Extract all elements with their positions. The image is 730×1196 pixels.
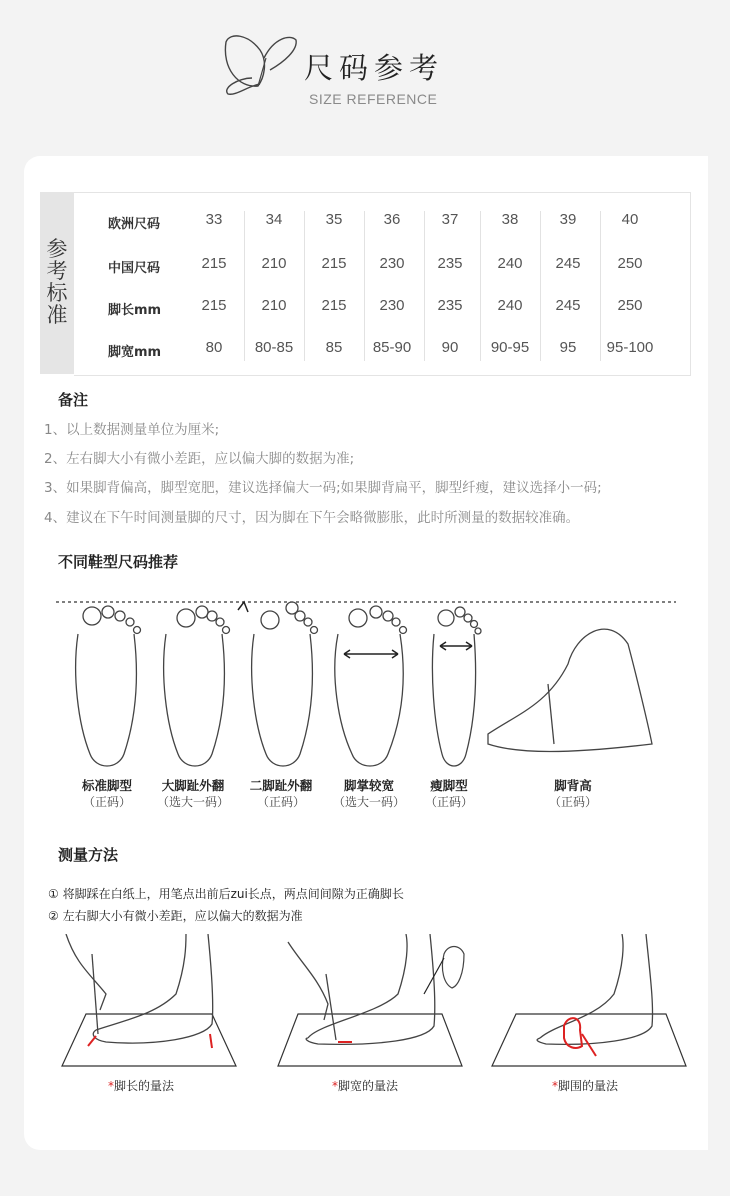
red-star-icon: *: [552, 1079, 558, 1093]
size-table: [74, 192, 691, 376]
table-cell: 80: [205, 339, 223, 356]
caption-text: 脚围的量法: [558, 1079, 619, 1093]
side-label-char: 参: [46, 237, 68, 261]
foot-type-name: 脚背高: [554, 778, 592, 793]
measure-title: 测量方法: [58, 846, 119, 864]
side-label-char: 标: [46, 281, 68, 305]
foot-type-name: 瘦脚型: [430, 778, 468, 793]
foot-type-advice: （正码）: [82, 795, 131, 809]
foot-type-advice: （正码）: [424, 795, 473, 809]
note-item: 2、左右脚大小有微小差距，应以偏大脚的数据为准;: [44, 451, 355, 467]
foot-type-name: 大脚趾外翻: [161, 778, 225, 793]
page-header: [0, 0, 730, 140]
red-star-icon: *: [332, 1079, 338, 1093]
table-cell: 245: [555, 297, 581, 314]
table-cell: 215: [201, 255, 227, 272]
table-cell: 240: [497, 297, 523, 314]
table-row-label: 脚宽mm: [108, 345, 162, 360]
table-cell: 40: [621, 211, 639, 228]
note-item: 4、建议在下午时间测量脚的尺寸，因为脚在下午会略微膨胀，此时所测量的数据较准确。: [44, 510, 580, 526]
table-cell: 33: [205, 211, 223, 228]
caption-text: 脚长的量法: [114, 1079, 175, 1093]
table-cell: 85: [325, 339, 343, 356]
foot-length-illustration: [36, 934, 244, 1074]
table-cell: 38: [501, 211, 519, 228]
table-cell: 210: [261, 255, 287, 272]
foot-type-advice: （选大一码）: [332, 795, 405, 809]
measure-step: ① 将脚踩在白纸上，用笔点出前后zui长点，两点间间隙为正确脚长: [48, 887, 404, 901]
foot-type-advice: （正码）: [548, 795, 597, 809]
table-cell: 35: [325, 211, 343, 228]
table-cell: 215: [201, 297, 227, 314]
foot-girth-illustration: [486, 934, 696, 1074]
table-cell: 39: [559, 211, 577, 228]
table-row-label: 中国尺码: [108, 261, 161, 276]
caption-foot-girth: [552, 1077, 618, 1094]
table-cell: 90-95: [490, 339, 530, 356]
side-label-char: 准: [46, 303, 68, 327]
table-cell: 235: [437, 297, 463, 314]
table-cell: 210: [261, 297, 287, 314]
shoe-types-title: 不同鞋型尺码推荐: [58, 553, 179, 571]
table-cell: 230: [379, 297, 405, 314]
table-cell: 250: [617, 297, 643, 314]
page-title: 尺码参考: [304, 51, 445, 85]
foot-width-illustration: [258, 934, 472, 1074]
table-cell: 250: [617, 255, 643, 272]
table-cell: 230: [379, 255, 405, 272]
caption-foot-width: [332, 1077, 398, 1094]
foot-type-name: 标准脚型: [81, 778, 132, 793]
side-label-char: 考: [46, 259, 68, 283]
table-cell: 95-100: [606, 339, 654, 356]
page-subtitle: SIZE REFERENCE: [309, 91, 438, 107]
notes-title: 备注: [58, 391, 89, 409]
table-cell: 37: [441, 211, 459, 228]
foot-type-name: 二脚趾外翻: [249, 778, 313, 793]
content-card: [24, 156, 708, 1150]
table-cell: 245: [555, 255, 581, 272]
reference-side-label: [40, 192, 74, 374]
table-cell: 235: [437, 255, 463, 272]
caption-text: 脚宽的量法: [338, 1079, 399, 1093]
foot-type-advice: （选大一码）: [156, 795, 229, 809]
table-cell: 215: [321, 297, 347, 314]
table-cell: 80-85: [254, 339, 294, 356]
table-row-label: 欧洲尺码: [108, 217, 161, 232]
table-cell: 90: [441, 339, 459, 356]
note-item: 1、以上数据测量单位为厘米;: [44, 422, 220, 438]
butterfly-icon: [218, 28, 302, 100]
caption-foot-length: [108, 1077, 174, 1094]
table-cell: 95: [559, 339, 577, 356]
measure-step: ② 左右脚大小有微小差距，应以偏大的数据为准: [48, 909, 303, 923]
table-cell: 34: [265, 211, 283, 228]
foot-type-name: 脚掌较宽: [343, 778, 394, 793]
table-row-label: 脚长mm: [108, 303, 162, 318]
foot-type-advice: （正码）: [256, 795, 305, 809]
table-cell: 215: [321, 255, 347, 272]
table-cell: 36: [383, 211, 401, 228]
table-cell: 240: [497, 255, 523, 272]
red-star-icon: *: [108, 1079, 114, 1093]
table-cell: 85-90: [372, 339, 412, 356]
note-item: 3、如果脚背偏高，脚型宽肥，建议选择偏大一码;如果脚背扁平，脚型纤瘦，建议选择小一码;: [44, 480, 602, 496]
